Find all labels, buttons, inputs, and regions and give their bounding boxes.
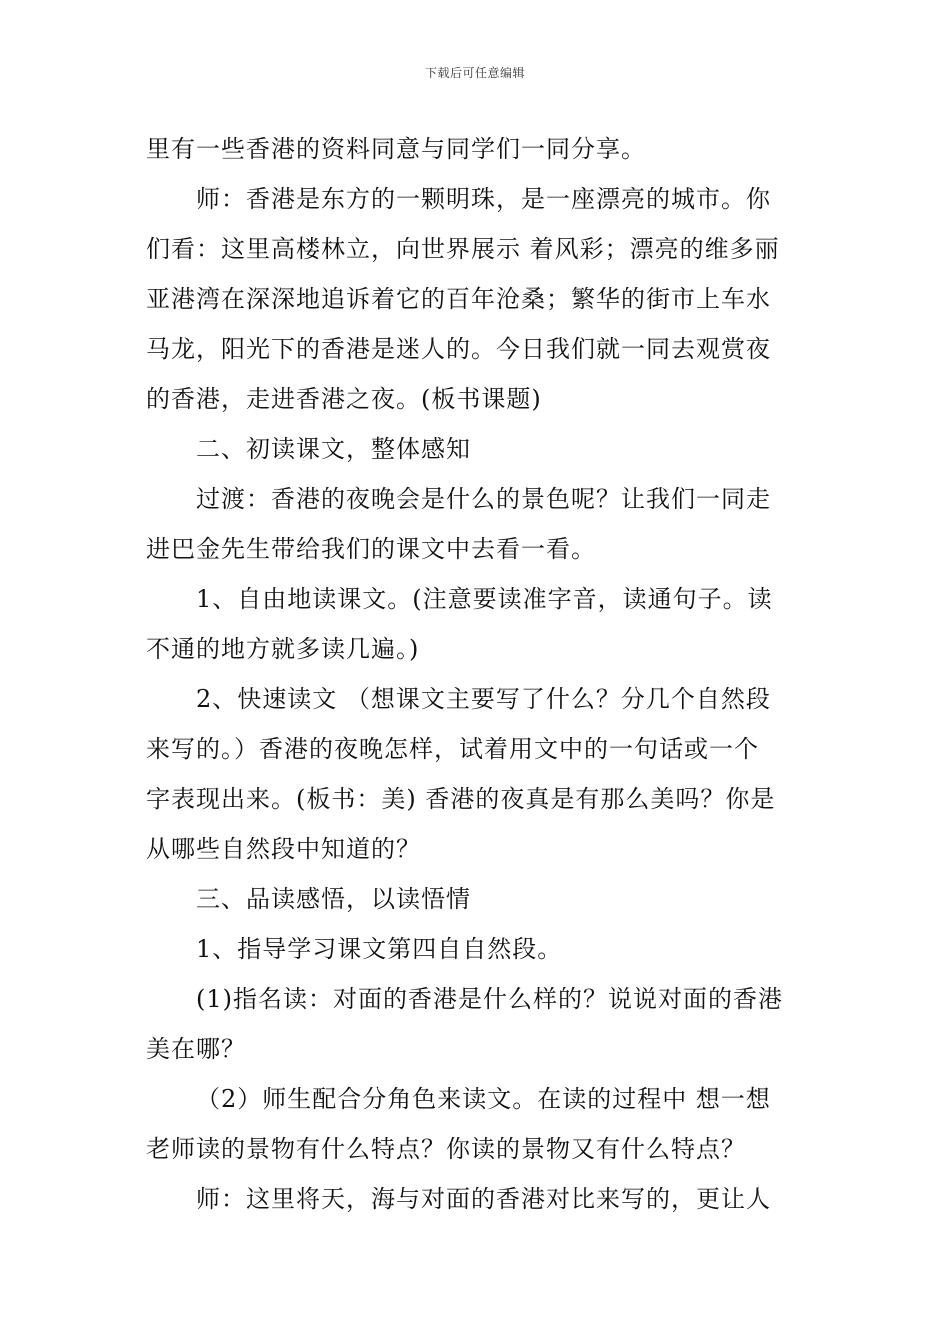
text-line: 1、指导学习课文第四自自然段。 xyxy=(196,935,563,963)
text-line: 们看：这里高楼林立，向世界展示 着风彩；漂亮的维多丽 xyxy=(146,235,780,263)
text-line: 师：这里将天，海与对面的香港对比来写的，更让人 xyxy=(196,1185,771,1213)
text-line: (1)指名读：对面的香港是什么样的？说说对面的香港 xyxy=(196,985,783,1013)
text-line: 马龙，阳光下的香港是迷人的。今日我们就一同去观赏夜 xyxy=(146,335,771,363)
text-line: 2、快速读文 （想课文主要写了什么？分几个自然段 xyxy=(196,685,771,713)
text-line: 里有一些香港的资料同意与同学们一同分享。 xyxy=(146,135,646,163)
text-line: 亚港湾在深深地追诉着它的百年沧桑；繁华的街市上车水 xyxy=(146,285,771,313)
text-line: 师：香港是东方的一颗明珠，是一座漂亮的城市。你 xyxy=(196,185,771,213)
text-line: 来写的。）香港的夜晚怎样，试着用文中的一句话或一个 xyxy=(146,735,759,763)
text-line: 不通的地方就多读几遍。) xyxy=(146,635,420,663)
text-line: 过渡：香港的夜晚会是什么的景色呢？让我们一同走 xyxy=(196,485,771,513)
text-line: 字表现出来。(板书：美) 香港的夜真是有那么美吗？你是 xyxy=(146,785,776,813)
document-body xyxy=(146,124,806,1224)
text-line: 1、自由地读课文。(注意要读准字音，读通句子。读 xyxy=(196,585,773,613)
section-heading: 三、品读感悟，以读悟情 xyxy=(196,885,471,913)
text-line: 老师读的景物有什么特点？你读的景物又有什么特点？ xyxy=(146,1135,746,1163)
text-line: （2）师生配合分角色来读文。在读的过程中 想一想 xyxy=(196,1085,771,1113)
text-line: 从哪些自然段中知道的？ xyxy=(146,835,421,863)
text-line: 美在哪？ xyxy=(146,1035,246,1063)
text-line: 的香港，走进香港之夜。(板书课题) xyxy=(146,385,542,413)
section-heading: 二、初读课文，整体感知 xyxy=(196,435,471,463)
text-line: 进巴金先生带给我们的课文中去看一看。 xyxy=(146,535,596,563)
page-header: 下载后可任意编辑 xyxy=(424,66,525,80)
